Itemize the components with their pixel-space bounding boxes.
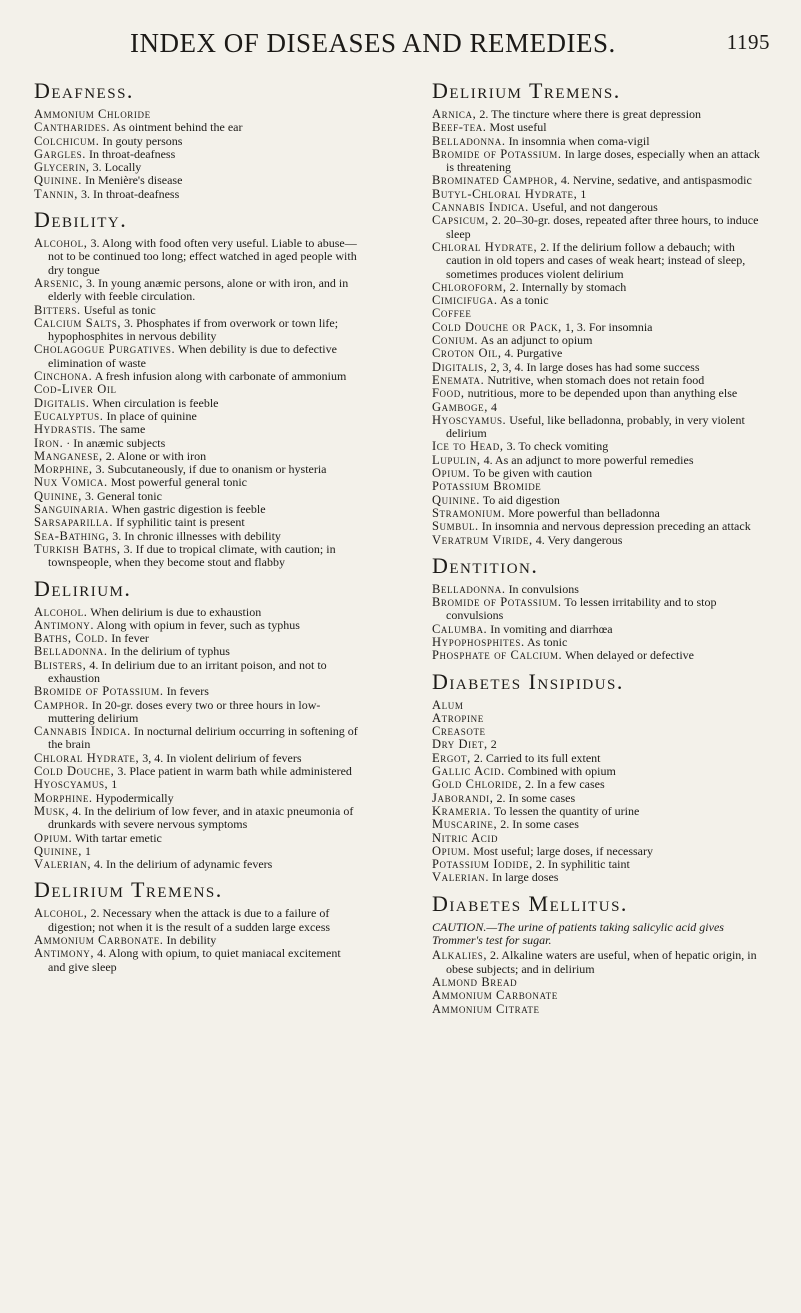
remedy-name: Bitters. [34, 302, 81, 317]
entry-text: In the delirium of typhus [107, 644, 230, 659]
remedy-name: Potassium Iodide, [432, 857, 533, 872]
index-entry [34, 304, 359, 317]
index-entry [432, 725, 767, 738]
index-entry [432, 201, 767, 214]
index-entry [432, 361, 767, 374]
entry-text: In insomnia and nervous depression preceding an attack [478, 519, 751, 534]
entry-text: 2. Alkaline waters are useful, when of hepatic origin, in obese subjects; and in delirium [446, 948, 757, 976]
remedy-name: Morphine. [34, 790, 93, 805]
entry-text: 1 [577, 186, 587, 201]
remedy-name: Cholagogue Purgatives. [34, 342, 176, 357]
entry-text: 1 [108, 777, 118, 792]
entry-text: In large doses [489, 870, 559, 885]
entry-text: 3, 4. In violent delirium of fevers [139, 750, 302, 765]
index-entry [432, 520, 767, 533]
index-section [34, 209, 359, 569]
entry-text: When gastric digestion is feeble [108, 502, 266, 517]
remedy-name: Gargles. [34, 146, 86, 161]
remedy-name: Chloral Hydrate, [34, 750, 140, 765]
entry-text: 3. Locally [89, 160, 142, 175]
entry-text: As tonic [524, 634, 568, 649]
entry-text: In large doses, especially when an attack is threatening [446, 146, 760, 175]
remedy-name: Alum [432, 697, 464, 712]
entry-text: Nutritive, when stomach does not retain food [484, 372, 705, 387]
entry-text: As an adjunct to opium [478, 333, 593, 348]
index-section [34, 575, 359, 872]
index-entry [34, 699, 359, 726]
index-entry [432, 507, 767, 520]
remedy-name: Capsicum, [432, 213, 489, 228]
entry-text: 4. In the delirium of low fever, and in ataxic pneumonia of drunkards with severe nervous symptoms [48, 803, 354, 832]
entry-text: 2. In syphilitic taint [532, 857, 630, 872]
remedy-name: Gamboge, [432, 399, 488, 414]
index-section [432, 890, 767, 1016]
remedy-name: Muscarine, [432, 817, 498, 832]
index-entry [34, 765, 359, 778]
entry-text: When debility is due to defective elimination of waste [48, 342, 337, 370]
index-entry [432, 121, 767, 134]
entry-text: In convulsions [505, 581, 579, 596]
entry-text: Useful as tonic [80, 302, 156, 317]
index-entry [432, 414, 767, 441]
index-entry [432, 387, 767, 400]
remedy-name: Bromide of Potassium. [34, 684, 164, 699]
right-column [432, 74, 767, 1024]
remedy-name: Ice to Head, [432, 439, 504, 454]
index-entry [34, 423, 359, 436]
remedy-name: Blisters, [34, 657, 87, 672]
remedy-name: Belladonna. [34, 644, 108, 659]
remedy-name: Baths, Cold. [34, 631, 109, 646]
remedy-name: Hyoscyamus. [432, 412, 507, 427]
remedy-name: Alcohol. [34, 604, 88, 619]
index-entry [432, 480, 767, 493]
index-entry [432, 1003, 767, 1016]
entry-text: Combined with opium [504, 764, 616, 779]
remedy-name: Butyl-Chloral Hydrate, [432, 186, 578, 201]
remedy-name: Cantharides. [34, 120, 111, 135]
entry-text: In 20-gr. doses every two or three hours in low-muttering delirium [48, 697, 321, 725]
remedy-name: Calumba. [432, 621, 488, 636]
index-entry [432, 454, 767, 467]
remedy-name: Ammonium Chloride [34, 107, 151, 121]
index-entry [34, 619, 359, 632]
entry-text: 2. The tincture where there is great depression [476, 107, 702, 121]
index-entry [34, 752, 359, 765]
index-entry [432, 148, 767, 175]
entry-text: 4. In delirium due to an irritant poison, and not to exhaustion [48, 657, 327, 685]
remedy-name: Opium. [34, 830, 73, 845]
index-entry [432, 307, 767, 320]
index-entry [34, 397, 359, 410]
remedy-name: Alkalies, [432, 948, 488, 963]
entry-text: In debility [163, 933, 217, 948]
index-section [34, 80, 359, 201]
entry-text: 3. In throat-deafness [77, 186, 180, 201]
index-entry [34, 530, 359, 543]
entry-text: 3. General tonic [81, 488, 162, 503]
remedy-name: Quinine. [432, 492, 480, 507]
remedy-name: Brominated Camphor, [432, 173, 558, 188]
index-entry [432, 858, 767, 871]
index-section [432, 552, 767, 663]
remedy-name: Arnica, [432, 107, 477, 121]
remedy-name: Food, [432, 386, 465, 401]
entry-text: In fever [108, 631, 149, 646]
index-entry [432, 321, 767, 334]
entry-text: 4. Along with opium, to quiet maniacal excitement and give sleep [48, 946, 341, 974]
remedy-name: Bromide of Potassium. [432, 146, 562, 161]
index-entry [34, 845, 359, 858]
entry-text: As ointment behind the ear [110, 120, 243, 135]
index-entry [432, 174, 767, 187]
index-entry [34, 685, 359, 698]
remedy-name: Creasote [432, 724, 486, 739]
remedy-name: Opium. [432, 466, 471, 481]
entry-text: Along with opium in fever, such as typhus [94, 617, 300, 632]
index-entry [34, 725, 359, 752]
index-entry [34, 792, 359, 805]
remedy-name: Tannin, [34, 186, 78, 201]
remedy-name: Cold Douche, [34, 764, 115, 779]
remedy-name: Gallic Acid. [432, 764, 505, 779]
remedy-name: Almond Bread [432, 974, 518, 989]
index-entry [34, 632, 359, 645]
remedy-name: Conium. [432, 333, 479, 348]
index-entry [432, 596, 767, 623]
index-entry [432, 281, 767, 294]
remedy-name: Nux Vomica. [34, 475, 108, 490]
remedy-name: Chloroform, [432, 279, 507, 294]
index-entry [34, 858, 359, 871]
index-entry [34, 645, 359, 658]
entry-text: Useful, and not dangerous [528, 200, 658, 215]
entry-text: · In anæmic subjects [63, 435, 166, 450]
entry-text: 2. Necessary when the attack is due to a failure of digestion; not when it is the result of a sudden large excess [48, 906, 331, 934]
entry-text: To aid digestion [479, 492, 560, 507]
remedy-name: Musk, [34, 803, 70, 818]
index-entry [432, 440, 767, 453]
index-section [34, 879, 359, 973]
entry-text: In place of quinine [103, 408, 197, 423]
entry-text: 4. Purgative [501, 346, 563, 361]
entry-text: 3. If due to tropical climate, with caution; in townspeople, when they become stout and flabby [48, 541, 336, 570]
index-entry [432, 845, 767, 858]
entry-text: 3. Place patient in warm bath while administered [114, 764, 352, 779]
remedy-name: Gold Chloride, [432, 777, 523, 792]
entry-text: Most useful [486, 120, 547, 135]
index-entry [432, 534, 767, 547]
index-entry [432, 135, 767, 148]
remedy-name: Veratrum Viride, [432, 532, 533, 547]
remedy-name: Cod-Liver Oil [34, 382, 117, 397]
entry-text: 3. In chronic illnesses with debility [109, 528, 281, 543]
index-entry [34, 778, 359, 791]
remedy-name: Beef-tea. [432, 120, 487, 135]
index-entry [34, 174, 359, 187]
index-section [432, 80, 767, 547]
index-entry [34, 805, 359, 832]
index-entry [34, 947, 359, 974]
page-number: 1195 [726, 30, 770, 54]
entry-text: To lessen irritability and to stop convulsions [446, 595, 717, 623]
remedy-name: Eucalyptus. [34, 408, 104, 423]
remedy-name: Alcohol, [34, 906, 88, 921]
index-entry [34, 606, 359, 619]
remedy-name: Ergot, [432, 750, 471, 765]
index-entry [432, 738, 767, 751]
index-entry [34, 543, 359, 570]
remedy-name: Glycerin, [34, 160, 90, 175]
index-entry [432, 712, 767, 725]
index-entry [432, 334, 767, 347]
remedy-name: Iron. [34, 435, 64, 450]
entry-text: 4. Very dangerous [532, 532, 623, 547]
index-entry [432, 108, 767, 121]
entry-text: 2. In some cases [493, 790, 576, 805]
index-entry [432, 976, 767, 989]
index-entry [432, 494, 767, 507]
remedy-name: Colchicum. [34, 133, 100, 148]
entry-text: In gouty persons [99, 133, 183, 148]
remedy-name: Cimicifuga. [432, 293, 498, 308]
index-entry [34, 188, 359, 201]
running-title: INDEX OF DISEASES AND REMEDIES. [130, 28, 616, 58]
remedy-name: Opium. [432, 843, 471, 858]
remedy-name: Dry Diet, [432, 737, 488, 752]
index-entry [432, 949, 767, 976]
index-entry [432, 347, 767, 360]
index-entry [432, 214, 767, 241]
section-heading: Deafness. [34, 78, 134, 103]
entry-text: Most useful; large doses, if necessary [470, 843, 654, 858]
entry-text: Most powerful general tonic [107, 475, 247, 490]
section-heading: Dentition. [432, 552, 539, 578]
remedy-name: Cold Douche or Pack, [432, 319, 562, 334]
index-entry [432, 778, 767, 791]
entry-text: 3. Along with food often very useful. Liable to abuse—not to be continued too long; effect watched in aged people with dry tongue [48, 236, 357, 277]
remedy-name: Digitalis, [432, 359, 488, 374]
entry-text: Useful, like belladonna, probably, in very violent delirium [446, 412, 745, 441]
remedy-name: Croton Oil, [432, 346, 502, 361]
remedy-name: Belladonna. [432, 581, 506, 596]
remedy-name: Coffee [432, 306, 472, 321]
index-entry [432, 623, 767, 636]
entry-text: 2 [487, 737, 497, 752]
entry-text: In Menière's disease [81, 173, 183, 188]
entry-text: Hypodermically [92, 790, 174, 805]
index-entry [432, 989, 767, 1002]
remedy-name: Sarsaparilla. [34, 515, 114, 530]
remedy-name: Ammonium Citrate [432, 1001, 540, 1016]
remedy-name: Morphine, [34, 462, 93, 477]
entry-text: In insomnia when coma-vigil [505, 133, 650, 148]
caution-note: CAUTION.—The urine of patients taking salicylic acid gives Trommer's test for sugar. [432, 919, 724, 948]
remedy-name: Bromide of Potassium. [432, 595, 562, 610]
index-entry [34, 832, 359, 845]
entry-text: 4. As an adjunct to more powerful remedies [480, 452, 694, 467]
index-entry [34, 343, 359, 370]
entry-text: 3. To check vomiting [503, 439, 609, 454]
entry-text: 1, 3. For insomnia [561, 319, 653, 334]
remedy-name: Quinine. [34, 173, 82, 188]
index-entry [432, 467, 767, 480]
remedy-name: Chloral Hydrate, [432, 239, 538, 254]
entry-text: 2. Alone or with iron [102, 448, 207, 463]
section-heading: Delirium. [34, 575, 132, 601]
remedy-name: Alcohol, [34, 236, 88, 251]
index-section [432, 668, 767, 885]
remedy-name: Jaborandi, [432, 790, 494, 805]
remedy-name: Cannabis Indica. [432, 200, 529, 215]
index-entry [432, 401, 767, 414]
entry-text: With tartar emetic [72, 830, 162, 845]
remedy-name: Stramonium. [432, 505, 506, 520]
index-entry [34, 370, 359, 383]
section-heading: Debility. [34, 207, 128, 233]
index-entry [34, 277, 359, 304]
entry-text: When circulation is feeble [89, 395, 219, 410]
index-entry [34, 659, 359, 686]
entry-text: In nocturnal delirium occurring in softening of the brain [48, 724, 358, 752]
remedy-name: Hyoscyamus, [34, 777, 109, 792]
index-entry [432, 636, 767, 649]
remedy-name: Calcium Salts, [34, 315, 122, 330]
entry-text: 4. Nervine, sedative, and antispasmodic [557, 173, 752, 188]
index-entry [34, 490, 359, 503]
index-entry [34, 476, 359, 489]
index-entry [34, 437, 359, 450]
remedy-name: Enemata. [432, 372, 485, 387]
remedy-name: Potassium Bromide [432, 479, 542, 494]
index-entry [432, 188, 767, 201]
entry-text: 1 [81, 843, 91, 858]
remedy-name: Camphor. [34, 697, 89, 712]
entry-text: 2. In a few cases [522, 777, 605, 792]
remedy-name: Sanguinaria. [34, 502, 109, 517]
index-entry [34, 450, 359, 463]
entry-text: 3. Phosphates if from overwork or town life; hypophosphites in nervous debility [48, 315, 339, 344]
index-entry [34, 907, 359, 934]
entry-text: 2. In some cases [497, 817, 579, 832]
remedy-name: Valerian, [34, 857, 92, 872]
remedy-name: Nitric Acid [432, 830, 499, 845]
index-entry [432, 649, 767, 662]
entry-text: 2. 20–30-gr. doses, repeated after three hours, to induce sleep [446, 213, 759, 241]
remedy-name: Ammonium Carbonate. [34, 933, 164, 948]
entry-text: As a tonic [497, 293, 549, 308]
entry-text: 2, 3, 4. In large doses has had some success [487, 359, 700, 374]
index-entry [34, 503, 359, 516]
index-entry [34, 516, 359, 529]
index-entry [34, 148, 359, 161]
index-entry [432, 294, 767, 307]
remedy-name: Krameria. [432, 803, 492, 818]
left-column [34, 74, 359, 982]
entry-text: 4. In the delirium of adynamic fevers [91, 857, 273, 872]
remedy-name: Hydrastis. [34, 422, 97, 437]
index-entry [34, 463, 359, 476]
entry-text: In throat-deafness [85, 146, 176, 161]
remedy-name: Belladonna. [432, 133, 506, 148]
remedy-name: Ammonium Carbonate [432, 988, 558, 1003]
index-entry [34, 934, 359, 947]
index-entry [34, 121, 359, 134]
section-heading: Delirium Tremens. [34, 877, 223, 903]
remedy-name: Lupulin, [432, 452, 481, 467]
entry-text: In vomiting and diarrhœa [487, 621, 613, 636]
remedy-name: Valerian. [432, 870, 490, 885]
entry-text: More powerful than belladonna [505, 505, 660, 520]
entry-text: If syphilitic taint is present [113, 515, 245, 530]
entry-text: To be given with caution [470, 466, 593, 481]
remedy-name: Cinchona. [34, 369, 93, 384]
index-entry [34, 237, 359, 277]
remedy-name: Digitalis. [34, 395, 90, 410]
entry-text: When delayed or defective [562, 648, 694, 663]
index-entry [432, 818, 767, 831]
remedy-name: Arsenic, [34, 275, 83, 290]
remedy-name: Atropine [432, 710, 484, 725]
entry-text: 2. Carried to its full extent [470, 750, 601, 765]
index-entry [432, 241, 767, 281]
entry-text: 4 [487, 399, 497, 414]
index-entry [34, 383, 359, 396]
entry-text: A fresh infusion along with carbonate of ammonium [92, 369, 347, 384]
running-head [130, 28, 770, 59]
index-entry [34, 135, 359, 148]
entry-text: To lessen the quantity of urine [491, 803, 640, 818]
remedy-name: Quinine, [34, 488, 82, 503]
section-heading: Diabetes Mellitus. [432, 890, 628, 916]
index-entry [432, 832, 767, 845]
index-entry [432, 805, 767, 818]
remedy-name: Sea-Bathing, [34, 528, 110, 543]
section-heading: Diabetes Insipidus. [432, 668, 624, 694]
remedy-name: Antimony. [34, 617, 95, 632]
remedy-name: Phosphate of Calcium. [432, 648, 563, 663]
remedy-name: Hypophosphites. [432, 634, 525, 649]
index-entry [432, 374, 767, 387]
index-entry [34, 161, 359, 174]
index-entry [432, 752, 767, 765]
entry-text: 2. Internally by stomach [506, 279, 627, 294]
index-entry [432, 871, 767, 884]
entry-text: 2. If the delirium follow a debauch; with caution in old topers and cases of weak heart; instead of sleep, sometimes produces violent delirium [446, 239, 746, 281]
entry-text: When delirium is due to exhaustion [87, 604, 262, 619]
entry-text: The same [96, 422, 146, 437]
index-entry [432, 699, 767, 712]
remedy-name: Manganese, [34, 448, 103, 463]
remedy-name: Antimony, [34, 946, 95, 961]
index-entry [34, 410, 359, 423]
section-heading: Delirium Tremens. [432, 78, 621, 103]
index-entry [34, 108, 359, 121]
remedy-name: Cannabis Indica. [34, 724, 131, 739]
index-entry [432, 583, 767, 596]
index-entry [432, 765, 767, 778]
remedy-name: Turkish Baths, [34, 541, 121, 556]
remedy-name: Quinine, [34, 843, 82, 858]
entry-text: 3. In young anæmic persons, alone or with iron, and in elderly with feeble circulation. [48, 275, 349, 304]
index-entry [432, 792, 767, 805]
entry-text: nutritious, more to be depended upon than anything else [464, 386, 738, 401]
entry-text: In fevers [163, 684, 209, 699]
index-entry [34, 317, 359, 344]
remedy-name: Sumbul. [432, 519, 479, 534]
entry-text: 3. Subcutaneously, if due to onanism or hysteria [92, 462, 327, 477]
